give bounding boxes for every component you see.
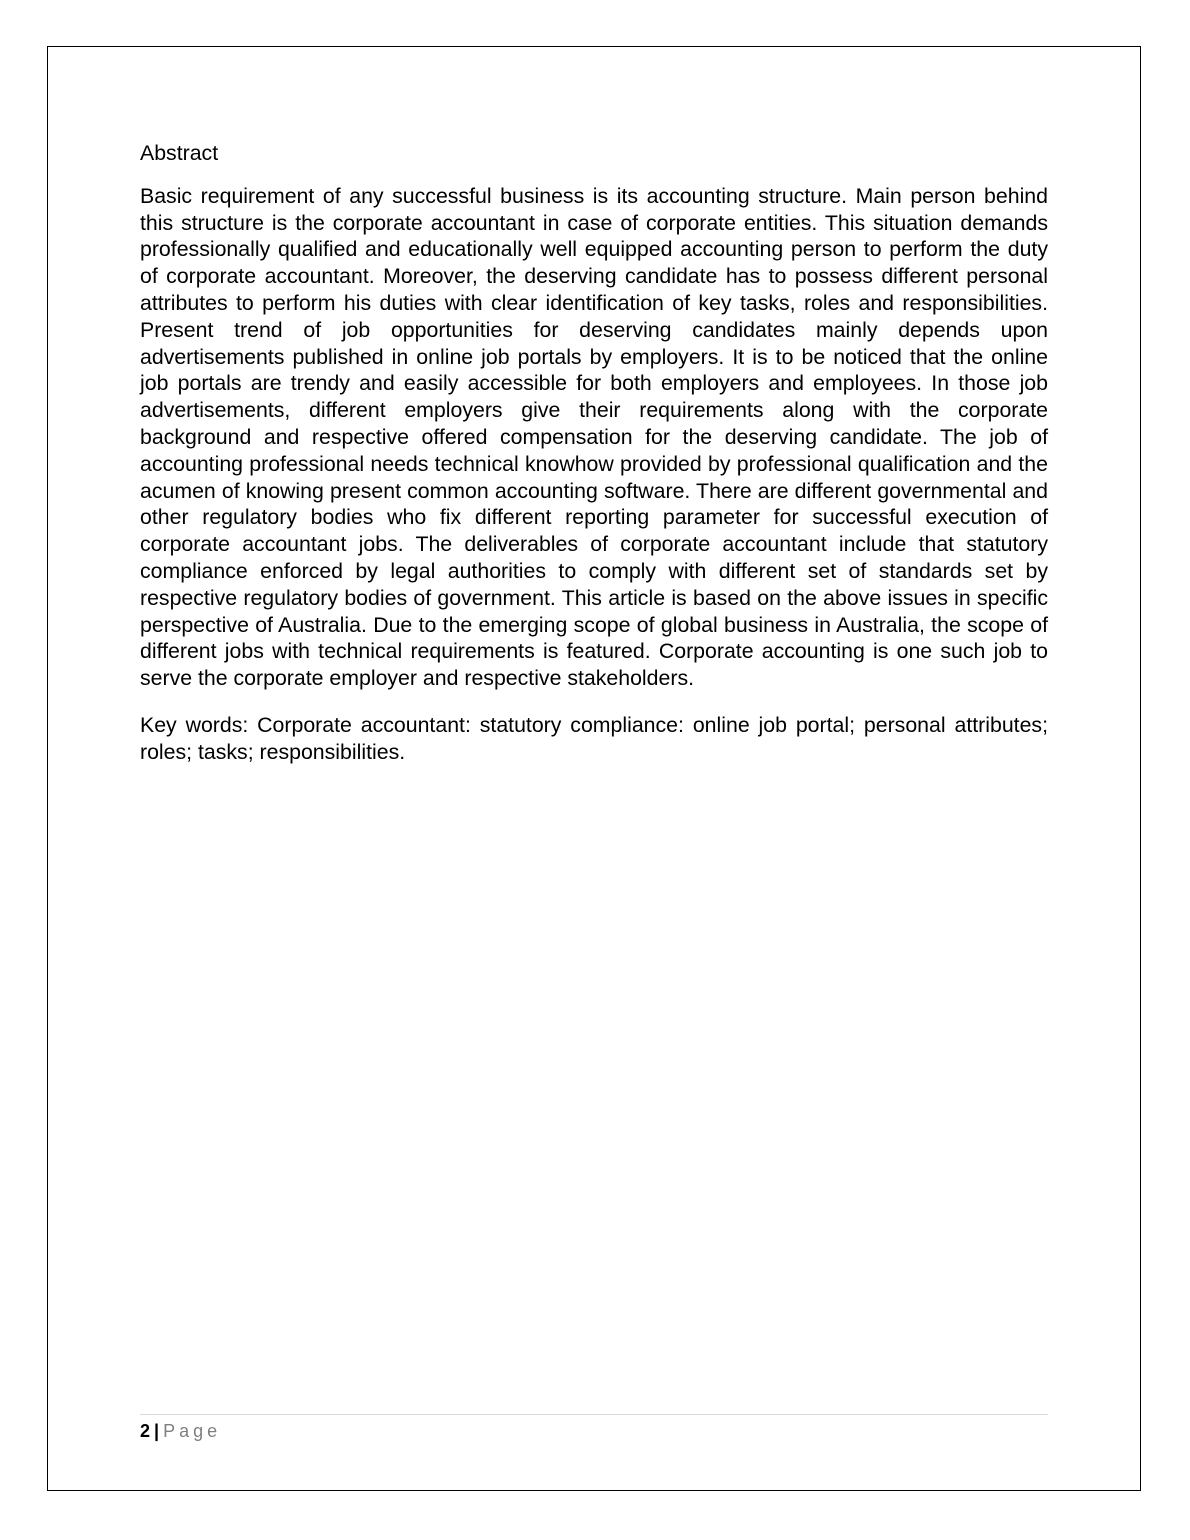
footer-divider xyxy=(140,1414,1048,1415)
page-number: 2 xyxy=(140,1421,151,1441)
abstract-paragraph: Basic requirement of any successful business is its accounting structure. Main person behind this structure is the corporate accountant in case of corporate entities. This situation demands professionally qualified and educationally well equipped accounting person to perform the duty of corporate accountant. Moreover, the deserving candidate has to possess different personal attributes to perform his duties with clear identification of key tasks, roles and responsibilities. Present trend of job opportunities for deserving candidates mainly depends upon advertisements published in online job portals by employers. It is to be noticed that the online job portals are trendy and easily accessible for both employers and employees. In those job advertisements, different employers give their requirements along with the corporate background and respective offered compensation for the deserving candidate. The job of accounting professional needs technical knowhow provided by professional qualification and the acumen of knowing present common accounting software. There are different governmental and other regulatory bodies who fix different reporting parameter for successful execution of corporate accountant jobs. The deliverables of corporate accountant include that statutory compliance enforced by legal authorities to comply with different set of standards set by respective regulatory bodies of government. This article is based on the above issues in specific perspective of Australia. Due to the emerging scope of global business in Australia, the scope of different jobs with technical requirements is featured. Corporate accounting is one such job to serve the corporate employer and respective stakeholders. xyxy=(140,183,1048,691)
keywords-paragraph: Key words: Corporate accountant: statutory compliance: online job portal; personal attributes; roles; tasks; responsibilities. xyxy=(140,712,1048,764)
document-body xyxy=(140,140,1048,786)
page-footer xyxy=(140,1419,221,1443)
abstract-heading: Abstract xyxy=(140,141,219,165)
page-label: Page xyxy=(163,1421,222,1441)
footer-separator: | xyxy=(154,1421,160,1441)
